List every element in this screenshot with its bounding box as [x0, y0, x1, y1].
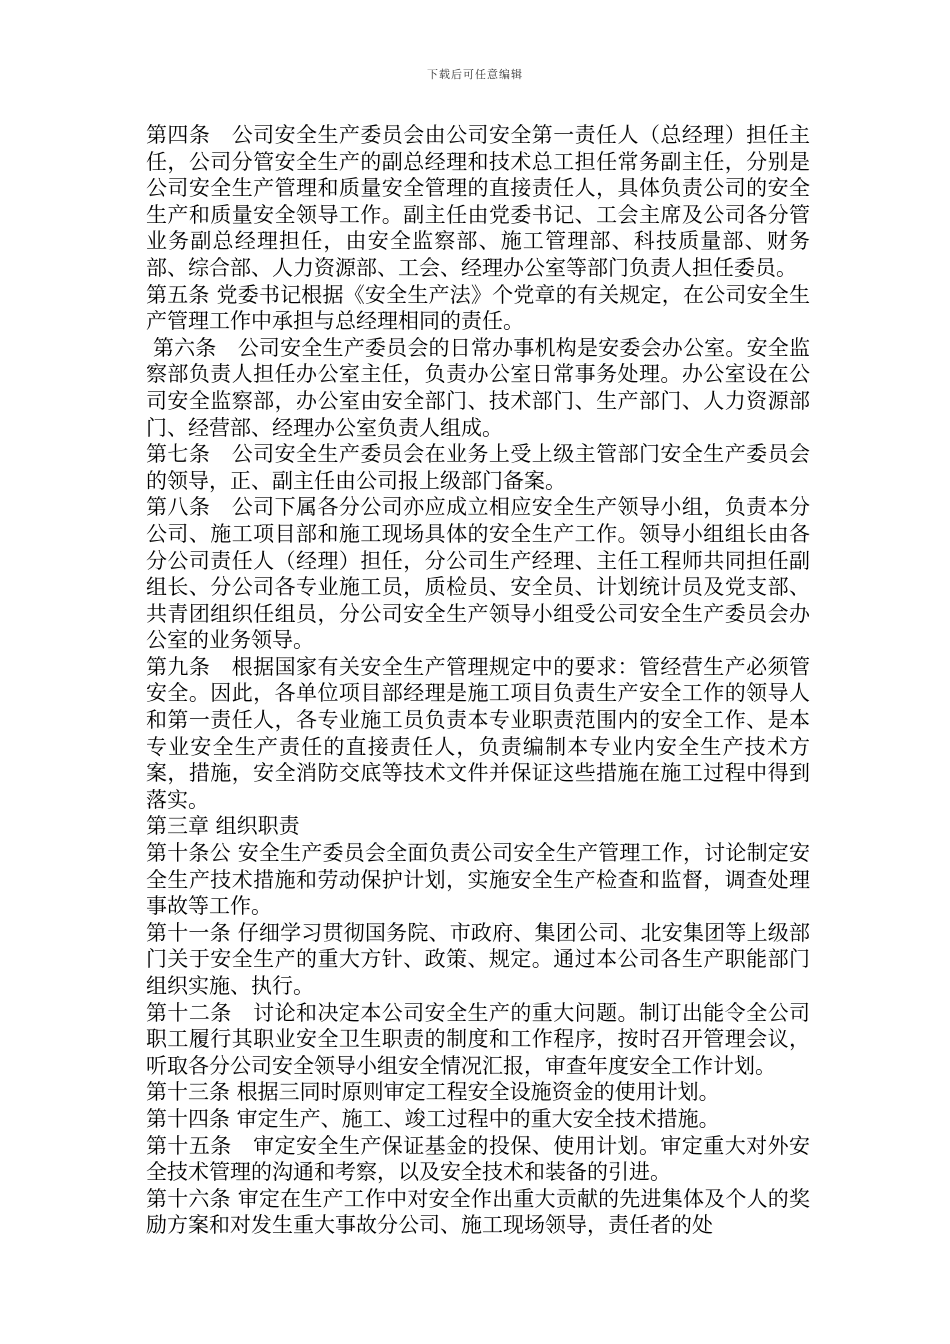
- article-4-paragraph: 第四条 公司安全生产委员会由公司安全第一责任人（总经理）担任主任，公司分管安全生产的副总经理和技术总工担任常务副主任，分别是公司安全生产管理和质量安全管理的直接责任人，具体负责公司的安全生产和质量安全领导工作。副主任由党委书记、工会主席及公司各分管业务副总经理担任，由安全监察部、施工管理部、科技质量部、财务部、综合部、人力资源部、工会、经理办公室等部门负责人担任委员。: [146, 123, 810, 280]
- page-header: 下载后可任意编辑: [427, 68, 523, 81]
- article-5-paragraph: 第五条 党委书记根据《安全生产法》个党章的有关规定，在公司安全生产管理工作中承担与总经理相同的责任。: [146, 282, 810, 334]
- article-11-paragraph: 第十一条 仔细学习贯彻国务院、市政府、集团公司、北安集团等上级部门关于安全生产的重大方针、政策、规定。通过本公司各生产职能部门组织实施、执行。: [146, 920, 810, 998]
- document-body: [146, 122, 810, 1239]
- article-6-paragraph: 第六条 公司安全生产委员会的日常办事机构是安委会办公室。安全监察部负责人担任办公室主任，负责办公室日常事务处理。办公室设在公司安全监察部，办公室由安全部门、技术部门、生产部门、人力资源部门、经营部、经理办公室负责人组成。: [146, 335, 810, 440]
- article-8-paragraph: 第八条 公司下属各分公司亦应成立相应安全生产领导小组，负责本分公司、施工项目部和施工现场具体的安全生产工作。领导小组组长由各分公司责任人（经理）担任，分公司生产经理、主任工程师共同担任副组长、分公司各专业施工员，质检员、安全员、计划统计员及党支部、共青团组织任组员，分公司安全生产领导小组受公司安全生产委员会办公室的业务领导。: [146, 495, 810, 653]
- article-16-paragraph: 第十六条 审定在生产工作中对安全作出重大贡献的先进集体及个人的奖励方案和对发生重大事故分公司、施工现场领导，责任者的处: [146, 1186, 810, 1238]
- article-15-paragraph: 第十五条 审定安全生产保证基金的投保、使用计划。审定重大对外安全技术管理的沟通和考察，以及安全技术和装备的引进。: [146, 1133, 810, 1185]
- article-12-paragraph: 第十二条 讨论和决定本公司安全生产的重大问题。制订出能令全公司职工履行其职业安全卫生职责的制度和工作程序，按时召开管理会议，听取各分公司安全领导小组安全情况汇报，审查年度安全工作计划。: [146, 1000, 810, 1078]
- article-7-paragraph: 第七条 公司安全生产委员会在业务上受上级主管部门安全生产委员会的领导，正、副主任由公司报上级部门备案。: [146, 442, 810, 493]
- article-9-paragraph: 第九条 根据国家有关安全生产管理规定中的要求：管经营生产必须管安全。因此，各单位项目部经理是施工项目负责生产安全工作的领导人和第一责任人，各专业施工员负责本专业职责范围内的安全工作、是本专业安全生产责任的直接责任人，负责编制本专业内安全生产技术方案，措施，安全消防交底等技术文件并保证这些措施在施工过程中得到落实。: [146, 654, 810, 812]
- article-13-paragraph: 第十三条 根据三同时原则审定工程安全设施资金的使用计划。: [146, 1080, 720, 1105]
- article-10-paragraph: 第十条公 安全生产委员会全面负责公司安全生产管理工作，讨论制定安全生产技术措施和劳动保护计划，实施安全生产检查和监督，调查处理事故等工作。: [146, 841, 810, 919]
- chapter-3-heading: 第三章 组织职责: [146, 814, 300, 839]
- article-14-paragraph: 第十四条 审定生产、施工、竣工过程中的重大安全技术措施。: [146, 1106, 720, 1131]
